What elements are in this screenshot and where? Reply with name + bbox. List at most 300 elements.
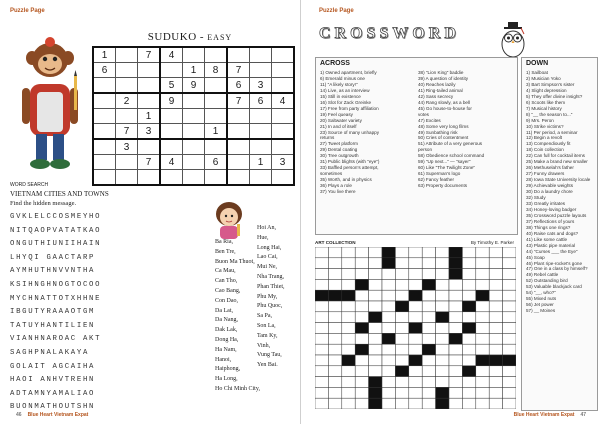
sudoku-cell	[138, 139, 161, 155]
crossword-cell	[422, 323, 435, 334]
sudoku-cell	[250, 139, 272, 155]
owl-illustration	[493, 20, 533, 60]
sudoku-cell	[183, 139, 205, 155]
crossword-cell	[369, 290, 382, 301]
down-clue: 44) "Curses ___ the Eye"	[526, 248, 578, 254]
crossword-cell	[503, 366, 516, 377]
crossword-black-square	[409, 323, 422, 334]
crossword-cell	[436, 323, 449, 334]
sudoku-cell	[138, 63, 161, 78]
sudoku-cell: 1	[93, 47, 116, 63]
crossword-cell	[395, 344, 408, 355]
sudoku-title-text: SUDUKO -	[147, 31, 208, 43]
sudoku-cell: 4	[160, 47, 183, 63]
sudoku-cell	[205, 139, 228, 155]
crossword-cell	[489, 398, 502, 409]
crossword-black-square	[342, 355, 355, 366]
down-clue: 45) Soap	[526, 254, 545, 260]
down-clue: 18) Coin collection	[526, 147, 564, 153]
crossword-cell	[462, 355, 475, 366]
crossword-black-square	[342, 290, 355, 301]
down-clue: 10) Strike victims?	[526, 123, 564, 129]
sudoku-row	[93, 47, 294, 63]
sudoku-cell	[116, 78, 138, 94]
crossword-cell	[422, 366, 435, 377]
across-clue: 19) Feel queasy	[320, 111, 353, 117]
crossword-black-square	[436, 398, 449, 409]
crossword-cell	[422, 247, 435, 258]
across-clue: 6) Emerald minus one	[320, 75, 365, 81]
crossword-cell	[503, 323, 516, 334]
crossword-cell	[328, 344, 341, 355]
sudoku-cell	[93, 124, 116, 140]
sudoku-cell	[183, 155, 205, 170]
crossword-cell	[342, 279, 355, 290]
crossword-cell	[395, 333, 408, 344]
crossword-cell	[328, 279, 341, 290]
crossword-cell	[503, 333, 516, 344]
monkey-illustration	[16, 36, 84, 176]
across-clue: 16) Slot for Zack Greinke	[320, 99, 372, 105]
sudoku-cell: 8	[205, 63, 228, 78]
sudoku-cell	[272, 78, 295, 94]
crossword-black-square	[449, 247, 462, 258]
down-clue: 9) Mrs. Peron	[526, 117, 554, 123]
down-clue: 40) Raise cats and dogs?	[526, 230, 579, 236]
down-clue: 47) One in a class by himself?	[526, 266, 588, 272]
word-list-item: Nha Trang,	[257, 273, 285, 280]
word-list-item: Son La,	[257, 322, 276, 329]
sudoku-title	[90, 31, 290, 43]
crossword-black-square	[449, 269, 462, 280]
crossword-cell	[315, 377, 328, 388]
crossword-cell	[355, 333, 368, 344]
crossword-cell	[436, 377, 449, 388]
crossword-cell	[395, 323, 408, 334]
sudoku-cell	[227, 47, 250, 63]
crossword-cell	[476, 377, 489, 388]
across-clue: 36) Plays a role	[320, 183, 352, 189]
down-clue: 34) Honey-loving badger	[526, 206, 577, 212]
across-clue: 11) "A likely story!"	[320, 81, 358, 87]
word-list-item: Da Lat,	[215, 307, 233, 314]
page-number: 47	[580, 412, 586, 418]
across-clue: 45) Go house-to-house for	[418, 105, 472, 111]
word-list-item: Dong Ha,	[215, 336, 239, 343]
crossword-cell	[369, 355, 382, 366]
crossword-cell	[489, 258, 502, 269]
crossword-cell	[342, 301, 355, 312]
crossword-cell	[395, 377, 408, 388]
crossword-title: CROSSWORD	[319, 25, 460, 42]
crossword-cell	[369, 258, 382, 269]
crossword-cell	[315, 247, 328, 258]
crossword-cell	[328, 312, 341, 323]
crossword-cell	[436, 269, 449, 280]
sudoku-cell: 3	[250, 78, 272, 94]
crossword-cell	[476, 301, 489, 312]
crossword-cell	[462, 279, 475, 290]
word-list-item: Phu Quoc,	[257, 303, 283, 310]
crossword-cell	[382, 269, 395, 280]
crossword-cell	[422, 398, 435, 409]
sudoku-cell	[93, 93, 116, 109]
sudoku-cell	[272, 170, 295, 186]
sudoku-row	[93, 109, 294, 124]
crossword-cell	[503, 290, 516, 301]
word-search-row: VIANHNAROAC AKT	[10, 335, 102, 344]
crossword-cell	[395, 258, 408, 269]
crossword-cell	[489, 312, 502, 323]
sudoku-cell	[116, 155, 138, 170]
sudoku-cell	[227, 139, 250, 155]
sudoku-cell	[93, 170, 116, 186]
sudoku-cell	[205, 170, 228, 186]
crossword-cell	[436, 366, 449, 377]
across-clue: 50) Cries of contentment	[418, 135, 469, 141]
word-search-row: SAGHPNALAKAYA	[10, 348, 90, 357]
crossword-cell	[503, 269, 516, 280]
word-list-item: Vinh,	[257, 342, 271, 349]
right-page	[300, 0, 600, 424]
across-clue: 23) Source of many unhappy	[320, 129, 379, 135]
crossword-cell	[409, 366, 422, 377]
crossword-cell	[476, 387, 489, 398]
word-list-item: Long Hai,	[257, 244, 282, 251]
sudoku-cell: 7	[138, 155, 161, 170]
crossword-cell	[476, 312, 489, 323]
crossword-cell	[503, 312, 516, 323]
sudoku-row	[93, 63, 294, 78]
crossword-cell	[409, 312, 422, 323]
sudoku-cell	[205, 47, 228, 63]
sudoku-cell: 7	[116, 124, 138, 140]
crossword-cell	[328, 398, 341, 409]
across-clue: 35) Worth, and in physics	[320, 177, 372, 183]
word-list-column-2	[257, 224, 285, 371]
word-search-row: GVKLELCCOSMEYHO	[10, 213, 102, 221]
crossword-cell	[382, 387, 395, 398]
crossword-cell	[422, 312, 435, 323]
sudoku-cell	[272, 139, 295, 155]
sudoku-cell: 3	[272, 155, 295, 170]
crossword-black-square	[503, 355, 516, 366]
crossword-cell	[489, 377, 502, 388]
crossword-cell	[436, 301, 449, 312]
crossword-cell	[449, 290, 462, 301]
crossword-cell	[489, 301, 502, 312]
crossword-cell	[369, 279, 382, 290]
across-clues-panel	[315, 57, 518, 235]
crossword-grid	[315, 247, 516, 409]
sudoku-cell: 5	[160, 78, 183, 94]
crossword-cell	[489, 366, 502, 377]
crossword-cell	[422, 387, 435, 398]
crossword-cell	[395, 279, 408, 290]
crossword-cell	[476, 366, 489, 377]
sudoku-cell	[250, 124, 272, 140]
crossword-cell	[315, 355, 328, 366]
crossword-cell	[355, 269, 368, 280]
down-clue: 12) Begin a revolt	[526, 135, 563, 141]
word-list-item: Can Tho,	[215, 278, 238, 285]
sudoku-difficulty: EASY	[207, 33, 233, 42]
sudoku-cell	[183, 109, 205, 124]
down-clue: 7) Musical history	[526, 105, 562, 111]
crossword-cell	[328, 333, 341, 344]
sudoku-cell	[205, 109, 228, 124]
sudoku-cell: 3	[138, 124, 161, 140]
crossword-cell	[355, 312, 368, 323]
crossword-cell	[315, 387, 328, 398]
crossword-cell	[342, 269, 355, 280]
sudoku-cell	[138, 93, 161, 109]
across-clue: 39) A question of identity	[418, 75, 469, 81]
crossword-cell	[422, 355, 435, 366]
across-clue: 37) You live there	[320, 189, 356, 195]
crossword-cell	[476, 333, 489, 344]
crossword-cell	[328, 301, 341, 312]
crossword-black-square	[369, 377, 382, 388]
across-clue: 47) Excites	[418, 117, 441, 123]
sudoku-cell: 9	[160, 93, 183, 109]
crossword-cell	[315, 269, 328, 280]
down-clue: 49) Rebel cattle	[526, 272, 559, 278]
crossword-cell	[315, 333, 328, 344]
crossword-cell	[382, 290, 395, 301]
crossword-cell	[328, 355, 341, 366]
sudoku-cell	[160, 139, 183, 155]
crossword-black-square	[369, 312, 382, 323]
page-footer	[514, 412, 592, 418]
crossword-cell	[462, 333, 475, 344]
word-search-grid	[10, 211, 196, 415]
crossword-cell	[342, 366, 355, 377]
crossword-cell	[328, 247, 341, 258]
word-list-item: Hanoi,	[215, 356, 232, 363]
crossword-black-square	[489, 355, 502, 366]
crossword-cell	[489, 290, 502, 301]
crossword-cell	[436, 355, 449, 366]
across-clue: person	[418, 147, 433, 153]
down-clue: 52) Outstanding bird	[526, 278, 568, 284]
crossword-cell	[462, 398, 475, 409]
sudoku-cell: 6	[250, 93, 272, 109]
across-clue: 63) Property documents	[418, 183, 468, 189]
page-number: 46	[16, 412, 22, 418]
word-list-item: Lao Cai,	[257, 254, 278, 261]
sudoku-cell	[138, 170, 161, 186]
sudoku-cell	[116, 170, 138, 186]
crossword-black-square	[476, 290, 489, 301]
across-clue: 15) Still in existence	[320, 93, 361, 99]
crossword-cell	[422, 290, 435, 301]
crossword-cell	[436, 247, 449, 258]
down-clue: 22) Can full for cocktail items	[526, 153, 585, 159]
crossword-cell	[409, 247, 422, 258]
crossword-cell	[449, 366, 462, 377]
crossword-cell	[382, 366, 395, 377]
crossword-cell	[422, 333, 435, 344]
sudoku-row	[93, 139, 294, 155]
down-clue: 57) __ Moines	[526, 308, 556, 314]
crossword-cell	[409, 301, 422, 312]
crossword-cell	[476, 258, 489, 269]
word-search-row: TATUYHANTILIEN	[10, 321, 96, 330]
down-clue: 38) Things one rings?	[526, 224, 571, 230]
crossword-cell	[409, 377, 422, 388]
word-search-title: VIETNAM CITIES AND TOWNS	[10, 190, 109, 198]
sudoku-cell	[160, 124, 183, 140]
word-list-item: Cao Bang,	[215, 287, 241, 294]
word-search-row: HAOI ANHVTREHN	[10, 376, 96, 385]
word-list-column-1	[215, 238, 260, 395]
sudoku-cell: 6	[93, 63, 116, 78]
sudoku-cell: 6	[205, 155, 228, 170]
word-search-row: GOLAIT AGCAIHA	[10, 362, 96, 371]
sudoku-cell	[138, 78, 161, 94]
crossword-cell	[315, 258, 328, 269]
crossword-cell	[503, 247, 516, 258]
crossword-black-square	[382, 247, 395, 258]
crossword-cell	[382, 279, 395, 290]
crossword-cell	[395, 398, 408, 409]
sudoku-cell	[227, 109, 250, 124]
crossword-cell	[503, 398, 516, 409]
across-clue: sometimes	[320, 171, 343, 177]
crossword-cell	[342, 323, 355, 334]
word-list-item: Da Nang,	[215, 317, 238, 324]
crossword-cell	[342, 377, 355, 388]
down-clue: 2) Musician Yoko	[526, 75, 561, 81]
down-clue: 25) Make a brand new smaller	[526, 159, 588, 165]
word-list-item: Tam Ky,	[257, 332, 278, 339]
sudoku-cell	[160, 170, 183, 186]
crossword-cell	[409, 387, 422, 398]
crossword-cell	[328, 366, 341, 377]
across-clue: 59) "Up next..." — "sayer"	[418, 159, 471, 165]
crossword-cell	[328, 323, 341, 334]
page-header: Puzzle Page	[10, 8, 45, 14]
word-search-row: AYMHUTHNVVNTHA	[10, 267, 96, 276]
crossword-cell	[355, 355, 368, 366]
crossword-cell	[395, 247, 408, 258]
crossword-black-square	[395, 301, 408, 312]
word-list-item: Yen Bai.	[257, 362, 278, 369]
sudoku-cell: 7	[227, 63, 250, 78]
crossword-black-square	[369, 398, 382, 409]
word-list-item: Vung Tau,	[257, 352, 282, 359]
crossword-cell	[422, 301, 435, 312]
crossword-cell	[395, 269, 408, 280]
word-list-item: Ha Nam,	[215, 346, 237, 353]
down-clue: 27) Funny drawers	[526, 171, 565, 177]
crossword-black-square	[355, 279, 368, 290]
crossword-cell	[395, 355, 408, 366]
word-search-row: IBGUTYRAAAOTGM	[10, 308, 96, 317]
crossword-cell	[449, 301, 462, 312]
across-clue: 17) Free from party affiliation	[320, 105, 379, 111]
word-list-item: Sa Pa,	[257, 313, 272, 320]
sudoku-cell: 4	[272, 93, 295, 109]
crossword-cell	[489, 387, 502, 398]
crossword-cell	[436, 279, 449, 290]
across-clue: 61) Superman's logo	[418, 171, 461, 177]
crossword-cell	[503, 377, 516, 388]
sudoku-cell	[205, 93, 228, 109]
crossword-cell	[315, 366, 328, 377]
crossword-cell	[355, 387, 368, 398]
crossword-black-square	[462, 301, 475, 312]
crossword-cell	[422, 377, 435, 388]
down-clues-column	[526, 70, 596, 314]
crossword-cell	[476, 398, 489, 409]
down-clue: 43) Plastic pipe material	[526, 242, 576, 248]
crossword-cell	[449, 344, 462, 355]
sudoku-cell	[227, 155, 250, 170]
across-heading: ACROSS	[320, 60, 350, 67]
sudoku-cell	[160, 109, 183, 124]
crossword-cell	[382, 344, 395, 355]
crossword-cell	[462, 312, 475, 323]
crossword-cell	[369, 333, 382, 344]
crossword-cell	[503, 279, 516, 290]
across-clue: 38) "Lion King" baddie	[418, 70, 464, 75]
sudoku-cell	[183, 47, 205, 63]
crossword-cell	[382, 323, 395, 334]
across-clue: 42) Sass secrecy	[418, 93, 454, 99]
word-search-row: MYCHNATTOTXHHNE	[10, 294, 102, 303]
crossword-cell	[395, 290, 408, 301]
crossword-cell	[315, 301, 328, 312]
sudoku-cell	[183, 170, 205, 186]
crossword-cell	[328, 269, 341, 280]
across-clue: 60) Like "The Twilight Zone"	[418, 165, 476, 171]
crossword-cell	[315, 323, 328, 334]
across-clue: 31) Public blights (with "eye")	[320, 159, 380, 165]
crossword-cell	[462, 344, 475, 355]
down-clue: 35) Crossword puzzle layouts	[526, 212, 587, 218]
down-clue: 30) Do a laundry chore	[526, 189, 573, 195]
crossword-cell	[489, 269, 502, 280]
sudoku-cell: 4	[160, 155, 183, 170]
sudoku-cell	[160, 63, 183, 78]
down-clue: 33) Greatly irritates	[526, 200, 566, 206]
sudoku-cell	[272, 47, 295, 63]
sudoku-cell	[116, 63, 138, 78]
crossword-grid-header	[315, 240, 516, 245]
crossword-cell	[489, 279, 502, 290]
crossword-cell	[355, 301, 368, 312]
crossword-cell	[409, 279, 422, 290]
crossword-black-square	[355, 323, 368, 334]
sudoku-cell	[93, 78, 116, 94]
crossword-cell	[449, 312, 462, 323]
down-clue: 53) Valuable blackjack card	[526, 284, 582, 290]
word-list-item: Phu My,	[257, 293, 278, 300]
word-list-item: Ca Mau,	[215, 268, 236, 275]
sudoku-cell	[183, 124, 205, 140]
crossword-cell	[369, 344, 382, 355]
across-clue: 41) Ring-tailed animal	[418, 87, 463, 93]
crossword-black-square	[409, 355, 422, 366]
crossword-cell	[462, 258, 475, 269]
crossword-cell	[315, 279, 328, 290]
down-clue: 4) Slight depression	[526, 87, 567, 93]
crossword-black-square	[436, 387, 449, 398]
down-clue: 41) Like some cattle	[526, 236, 568, 242]
crossword-author: By Timothy E. Parker	[470, 240, 514, 245]
